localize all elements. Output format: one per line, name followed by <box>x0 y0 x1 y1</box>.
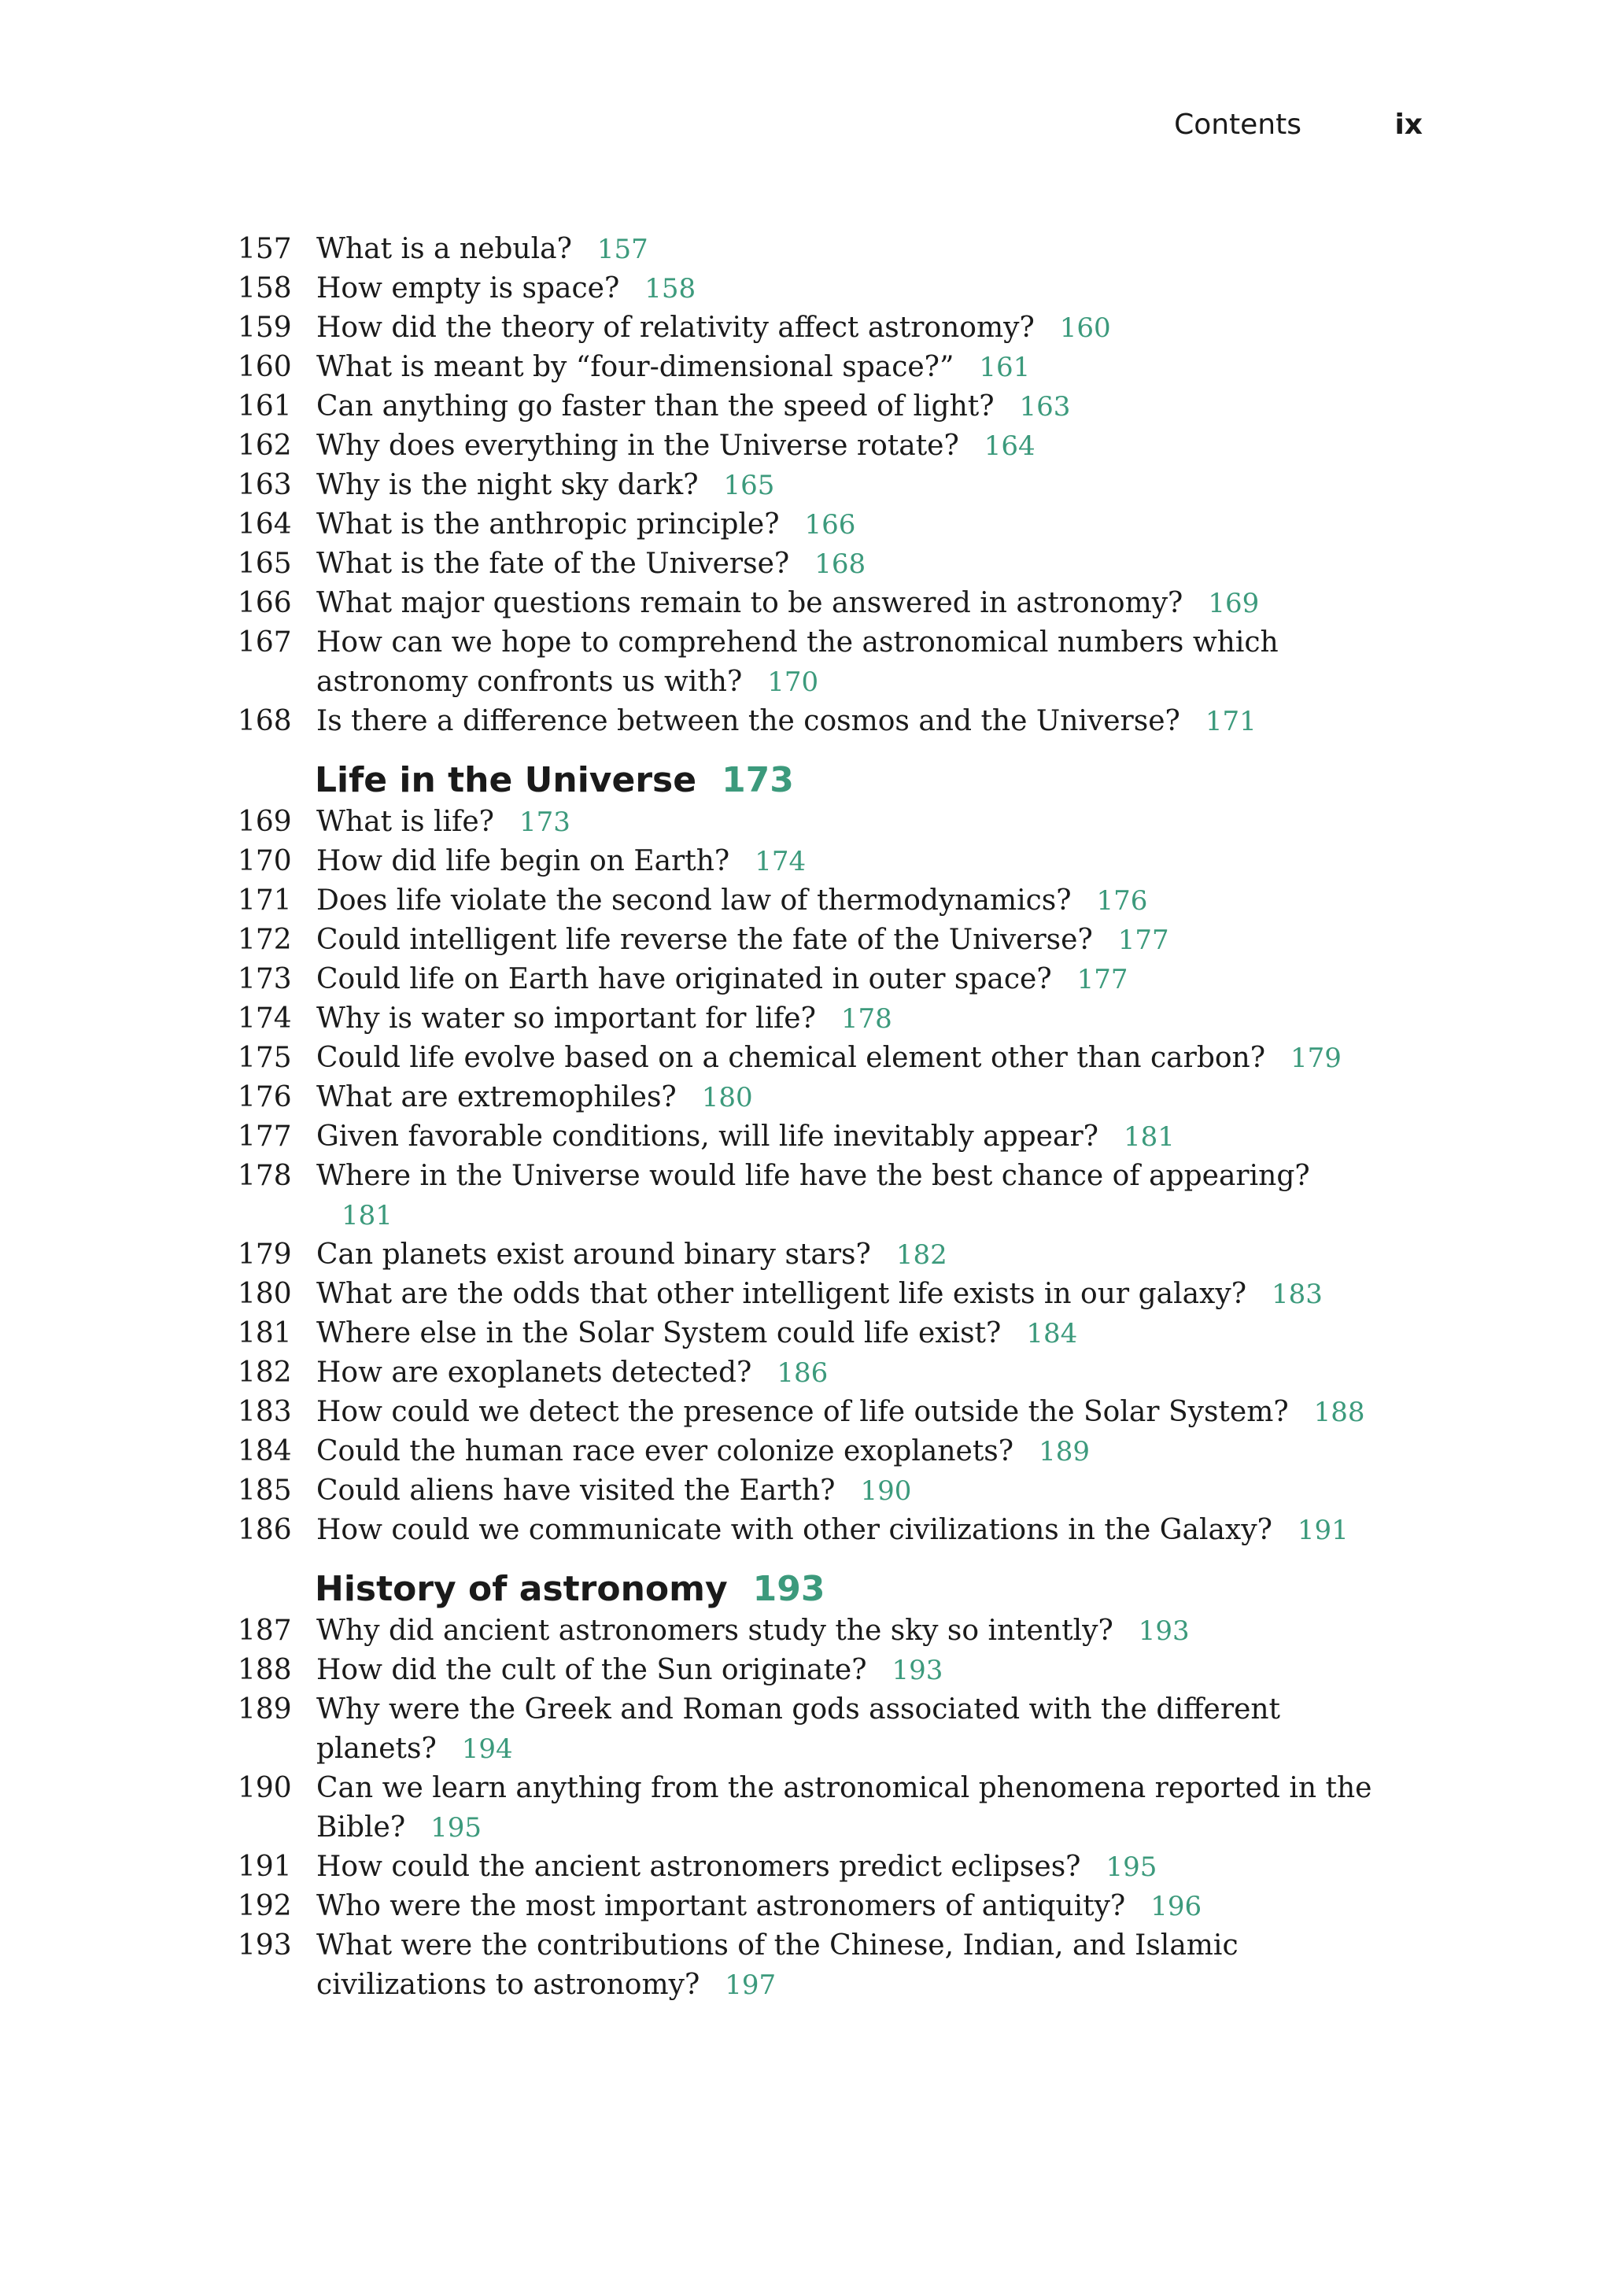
toc-entry[interactable] <box>0 1039 1617 1078</box>
toc-entry[interactable] <box>0 1926 1617 2005</box>
toc-group-life <box>0 803 1617 1550</box>
entry-number: 187 <box>238 1615 292 1647</box>
entry-text: Can planets exist around binary stars? <box>316 1238 871 1271</box>
section-title: Life in the Universe <box>315 760 697 800</box>
toc-entry[interactable] <box>0 426 1617 466</box>
toc-entry[interactable] <box>0 230 1617 269</box>
entry-page: 170 <box>767 666 819 698</box>
entry-number: 175 <box>238 1042 292 1074</box>
entry-page: 176 <box>1096 885 1148 917</box>
entry-page: 186 <box>777 1357 829 1389</box>
entry-number: 164 <box>238 508 292 541</box>
entry-number: 176 <box>238 1081 292 1113</box>
entry-number: 160 <box>238 351 292 383</box>
toc-entry[interactable] <box>0 584 1617 623</box>
entry-page: 181 <box>1123 1121 1175 1153</box>
entry-number: 184 <box>238 1435 292 1467</box>
toc-entry[interactable] <box>0 308 1617 348</box>
entry-text: Who were the most important astronomers of antiquity? <box>316 1890 1126 1922</box>
entry-text: What is meant by “four-dimensional space?” <box>316 351 954 383</box>
toc-entry[interactable] <box>0 1235 1617 1275</box>
entry-text: Does life violate the second law of thermodynamics? <box>316 884 1072 917</box>
entry-page: 169 <box>1208 588 1260 619</box>
entry-text: Where in the Universe would life have the best chance of appearing? <box>316 1160 1310 1192</box>
entry-number: 167 <box>238 626 292 659</box>
toc-entry[interactable] <box>0 269 1617 308</box>
entry-number: 159 <box>238 312 292 344</box>
section-page: 173 <box>722 760 794 800</box>
entry-number: 185 <box>238 1475 292 1507</box>
entry-page: 180 <box>701 1082 753 1113</box>
toc-entry[interactable] <box>0 999 1617 1039</box>
entry-number: 177 <box>238 1120 292 1153</box>
table-of-contents <box>0 230 1617 2005</box>
entry-page: 165 <box>723 470 775 501</box>
page-number: ix <box>1394 109 1423 141</box>
toc-entry[interactable] <box>0 505 1617 544</box>
entry-number: 189 <box>238 1693 292 1726</box>
entry-page: 188 <box>1313 1397 1365 1428</box>
entry-page: 195 <box>1106 1851 1157 1883</box>
entry-page: 189 <box>1039 1436 1090 1467</box>
toc-entry[interactable] <box>0 1769 1617 1848</box>
toc-group-continued <box>0 230 1617 741</box>
toc-entry[interactable] <box>0 1690 1617 1769</box>
entry-text: Why is the night sky dark? <box>316 469 699 501</box>
toc-entry[interactable] <box>0 1314 1617 1353</box>
entry-text: What were the contributions of the Chinese, Indian, and Islamic civilizations to astronomy? <box>316 1929 1239 2001</box>
toc-entry[interactable] <box>0 842 1617 881</box>
entry-number: 157 <box>238 233 292 265</box>
entry-number: 180 <box>238 1278 292 1310</box>
entry-text: Why were the Greek and Roman gods associated with the different planets? <box>316 1693 1281 1765</box>
entry-number: 186 <box>238 1514 292 1546</box>
toc-entry[interactable] <box>0 702 1617 741</box>
entry-number: 188 <box>238 1654 292 1686</box>
entry-text: How can we hope to comprehend the astronomical numbers which astronomy confronts us with? <box>316 626 1279 698</box>
entry-number: 171 <box>238 884 292 917</box>
entry-text: Is there a difference between the cosmos and the Universe? <box>316 705 1180 737</box>
entry-text: What is the fate of the Universe? <box>316 548 790 580</box>
entry-text: What are extremophiles? <box>316 1081 677 1113</box>
toc-entry[interactable] <box>0 466 1617 505</box>
entry-page: 193 <box>892 1655 943 1686</box>
entry-page: 178 <box>840 1003 892 1035</box>
entry-page: 166 <box>804 509 856 541</box>
entry-page: 184 <box>1026 1318 1078 1349</box>
entry-text: Could aliens have visited the Earth? <box>316 1475 836 1507</box>
toc-entry[interactable] <box>0 1848 1617 1887</box>
entry-number: 183 <box>238 1396 292 1428</box>
entry-number: 179 <box>238 1238 292 1271</box>
entry-number: 174 <box>238 1002 292 1035</box>
toc-entry[interactable] <box>0 881 1617 921</box>
toc-group-history <box>0 1611 1617 2005</box>
entry-number: 193 <box>238 1929 292 1962</box>
section-page: 193 <box>752 1569 825 1609</box>
entry-number: 168 <box>238 705 292 737</box>
entry-number: 192 <box>238 1890 292 1922</box>
entry-text: How could the ancient astronomers predict eclipses? <box>316 1851 1081 1883</box>
entry-number: 170 <box>238 845 292 877</box>
entry-number: 181 <box>238 1317 292 1349</box>
entry-text: Why does everything in the Universe rotate? <box>316 430 959 462</box>
entry-text: How could we detect the presence of life outside the Solar System? <box>316 1396 1289 1428</box>
entry-number: 161 <box>238 390 292 423</box>
entry-page: 173 <box>519 807 570 838</box>
toc-entry[interactable] <box>0 348 1617 387</box>
entry-text: How did the cult of the Sun originate? <box>316 1654 867 1686</box>
toc-entry[interactable] <box>0 1887 1617 1926</box>
entry-page: 174 <box>755 846 807 877</box>
entry-text: Can anything go faster than the speed of light? <box>316 390 995 423</box>
entry-number: 165 <box>238 548 292 580</box>
entry-page: 160 <box>1059 312 1111 344</box>
section-heading-history-of-astronomy[interactable] <box>0 1567 1617 1611</box>
toc-entry[interactable] <box>0 544 1617 584</box>
toc-entry[interactable] <box>0 1511 1617 1550</box>
entry-number: 162 <box>238 430 292 462</box>
toc-entry[interactable] <box>0 1471 1617 1511</box>
entry-number: 163 <box>238 469 292 501</box>
entry-text: What major questions remain to be answered in astronomy? <box>316 587 1183 619</box>
entry-number: 169 <box>238 806 292 838</box>
running-head-title: Contents <box>1174 109 1301 141</box>
toc-entry[interactable] <box>0 803 1617 842</box>
toc-entry[interactable] <box>0 1117 1617 1157</box>
entry-number: 191 <box>238 1851 292 1883</box>
entry-text: How could we communicate with other civilizations in the Galaxy? <box>316 1514 1272 1546</box>
entry-text: What is a nebula? <box>316 233 572 265</box>
entry-page: 183 <box>1272 1279 1323 1310</box>
entry-text: How did the theory of relativity affect astronomy? <box>316 312 1035 344</box>
toc-entry[interactable] <box>0 1157 1617 1235</box>
entry-number: 166 <box>238 587 292 619</box>
running-header <box>0 109 1423 156</box>
toc-entry[interactable] <box>0 960 1617 999</box>
toc-entry[interactable] <box>0 1393 1617 1432</box>
entry-text: Could life on Earth have originated in outer space? <box>316 963 1052 995</box>
toc-entry[interactable] <box>0 1078 1617 1117</box>
entry-text: Why is water so important for life? <box>316 1002 816 1035</box>
toc-entry[interactable] <box>0 1611 1617 1651</box>
section-heading-life-in-the-universe[interactable] <box>0 759 1617 803</box>
entry-text: Can we learn anything from the astronomical phenomena reported in the Bible? <box>316 1772 1372 1844</box>
toc-entry[interactable] <box>0 921 1617 960</box>
entry-page: 161 <box>979 352 1031 383</box>
entry-page: 195 <box>430 1812 482 1844</box>
entry-number: 182 <box>238 1357 292 1389</box>
toc-entry[interactable] <box>0 387 1617 426</box>
entry-text: Why did ancient astronomers study the sky so intently? <box>316 1615 1113 1647</box>
entry-text: What is life? <box>316 806 494 838</box>
entry-text: How did life begin on Earth? <box>316 845 730 877</box>
entry-text: Could life evolve based on a chemical element other than carbon? <box>316 1042 1266 1074</box>
toc-entry[interactable] <box>0 1651 1617 1690</box>
entry-page: 171 <box>1205 706 1257 737</box>
entry-page: 164 <box>984 430 1036 462</box>
entry-text: Could the human race ever colonize exoplanets? <box>316 1435 1014 1467</box>
entry-number: 172 <box>238 924 292 956</box>
entry-page: 168 <box>814 548 866 580</box>
entry-number: 158 <box>238 272 292 305</box>
entry-text: Given favorable conditions, will life inevitably appear? <box>316 1120 1098 1153</box>
toc-entry[interactable] <box>0 1432 1617 1471</box>
entry-text: What is the anthropic principle? <box>316 508 780 541</box>
entry-number: 178 <box>238 1160 292 1192</box>
entry-text: Where else in the Solar System could life exist? <box>316 1317 1002 1349</box>
entry-page: 163 <box>1019 391 1071 423</box>
toc-entry[interactable] <box>0 1275 1617 1314</box>
entry-page: 190 <box>860 1475 912 1507</box>
entry-page: 193 <box>1138 1615 1190 1647</box>
toc-entry[interactable] <box>0 623 1617 702</box>
entry-text: Could intelligent life reverse the fate of the Universe? <box>316 924 1093 956</box>
entry-text: How are exoplanets detected? <box>316 1357 752 1389</box>
section-title: History of astronomy <box>315 1569 728 1609</box>
entry-page: 181 <box>341 1200 393 1231</box>
entry-page: 177 <box>1076 964 1128 995</box>
entry-page: 197 <box>725 1969 777 2001</box>
entry-page: 196 <box>1150 1891 1202 1922</box>
toc-entry[interactable] <box>0 1353 1617 1393</box>
entry-page: 179 <box>1290 1043 1342 1074</box>
entry-page: 157 <box>596 234 648 265</box>
entry-number: 190 <box>238 1772 292 1804</box>
entry-page: 182 <box>895 1239 947 1271</box>
entry-page: 158 <box>644 273 696 305</box>
entry-text: How empty is space? <box>316 272 620 305</box>
entry-page: 194 <box>461 1733 513 1765</box>
entry-page: 177 <box>1117 925 1169 956</box>
entry-text: What are the odds that other intelligent life exists in our galaxy? <box>316 1278 1246 1310</box>
entry-number: 173 <box>238 963 292 995</box>
entry-page: 191 <box>1297 1515 1349 1546</box>
